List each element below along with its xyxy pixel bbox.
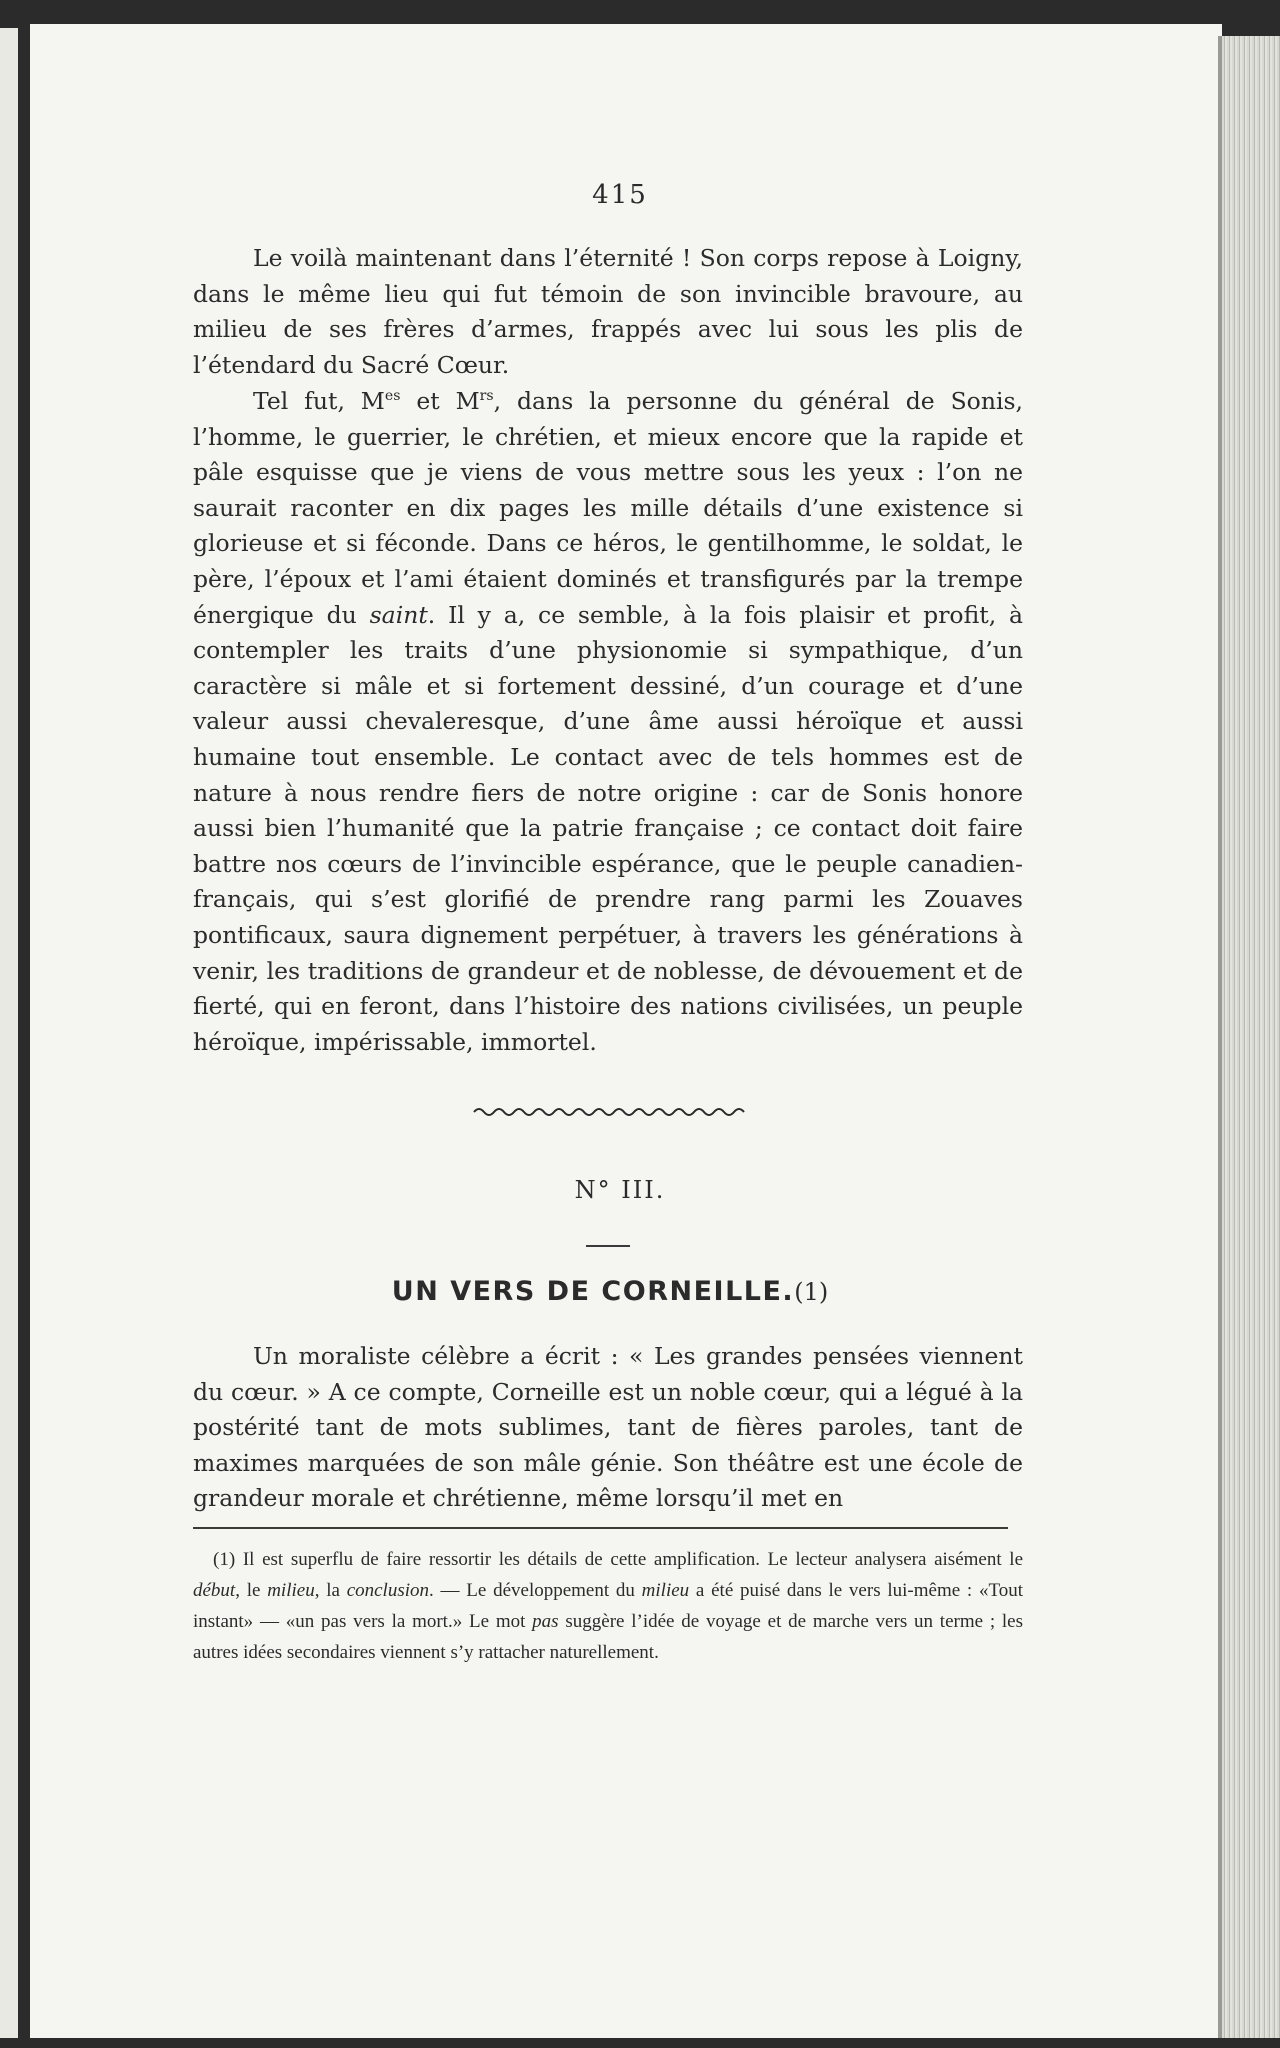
footnote xyxy=(193,1544,1023,1668)
footnote-text-3: , la xyxy=(314,1580,347,1601)
body-paragraph-2 xyxy=(193,384,1023,1060)
body-paragraph-3: Un moraliste célèbre a écrit : « Les grandes pensées viennent du cœur. » A ce compte, Corneille est un noble cœur, qui a légué à la postérité tant de mots sublimes, tant de fières paroles, tant de maximes marquées de son mâle génie. Son théâtre est une école de grandeur morale et chrétienne, même lorsqu’il met en xyxy=(193,1342,1023,1513)
para-2-lead: Tel fut, M xyxy=(253,387,385,415)
previous-page-edge xyxy=(0,28,18,2038)
para-2-text-a: , dans la personne du général de Sonis, l’homme, le guerrier, le chrétien, et mieux encore que la rapide et pâle esquisse que je viens de vous mettre sous les yeux : l’on ne saurait raconter en dix pages les mille détails d’une existence si glorieuse et si féconde. Dans ce héros, le gentilhomme, le soldat, le père, l’époux et l’ami étaient dominés et transfigurés par la trempe énergique du xyxy=(193,387,1023,629)
footnote-text-6: suggère l’idée de voyage et de marche vers un terme ; les autres idées secondaires viennent s’y rattacher naturellement. xyxy=(193,1611,1023,1663)
footnote-rule xyxy=(193,1527,1008,1529)
footnote-reference: (1) xyxy=(794,1278,829,1306)
footnote-text-5: a été puisé dans le vers lui-même : «Tout instant» — «un pas vers la mort.» Le mot xyxy=(193,1580,1024,1632)
superscript-es: es xyxy=(384,388,401,405)
footnote-italic-conclusion: conclusion xyxy=(346,1580,430,1601)
section-number: N° III. xyxy=(574,1176,666,1204)
section-title-text: UN VERS DE CORNEILLE. xyxy=(391,1276,795,1307)
page-number: 415 xyxy=(592,180,648,210)
body-paragraph-1: Le voilà maintenant dans l’éternité ! Son corps repose à Loigny, dans le même lieu qui fut témoin de son invincible bravoure, au milieu de ses frères d’armes, frappés avec lui sous les plis de l’étendard du Sacré Cœur. xyxy=(193,244,1023,379)
book-page-edges xyxy=(1222,36,1280,2038)
para-2-text-b: . Il y a, ce semble, à la fois plaisir et profit, à contempler les traits d’une physionomie si sympathique, d’un caractère si mâle et si fortement dessiné, d’un courage et d’une valeur aussi chevaleresque, d’une âme aussi héroïque et aussi humaine tout ensemble. Le contact avec de tels hommes est de nature à nous rendre fiers de notre origine : car de Sonis honore aussi bien l’humanité que la patrie française ; ce contact doit faire battre nos cœurs de l’invincible espérance, que le peuple canadien-français, qui s’est glorifié de prendre rang parmi les Zouaves pontificaux, saura dignement perpétuer, à travers les générations à venir, les traditions de grandeur et de noblesse, de dévouement et de fierté, qui en feront, dans l’histoire des nations civilisées, un peuple héroïque, impérissable, immortel. xyxy=(193,600,1023,1056)
section-title xyxy=(300,1276,920,1307)
superscript-rs: rs xyxy=(479,388,494,405)
footnote-text-1: (1) Il est superflu de faire ressortir les détails de cette amplification. Le lecteur analysera aisément le xyxy=(213,1549,1023,1570)
footnote-italic-milieu: milieu xyxy=(267,1580,315,1601)
footnote-italic-pas: pas xyxy=(532,1611,559,1632)
footnote-text-2: , le xyxy=(235,1580,268,1601)
para-2-italic-word: saint xyxy=(369,600,428,629)
footnote-text-4: . — Le développement du xyxy=(429,1580,642,1601)
footnote-italic-debut: début xyxy=(193,1580,236,1601)
section-short-rule xyxy=(586,1245,630,1247)
para-2-mid: et M xyxy=(400,387,480,415)
wavy-rule-ornament xyxy=(470,1100,750,1124)
footnote-italic-milieu-2: milieu xyxy=(641,1580,690,1601)
